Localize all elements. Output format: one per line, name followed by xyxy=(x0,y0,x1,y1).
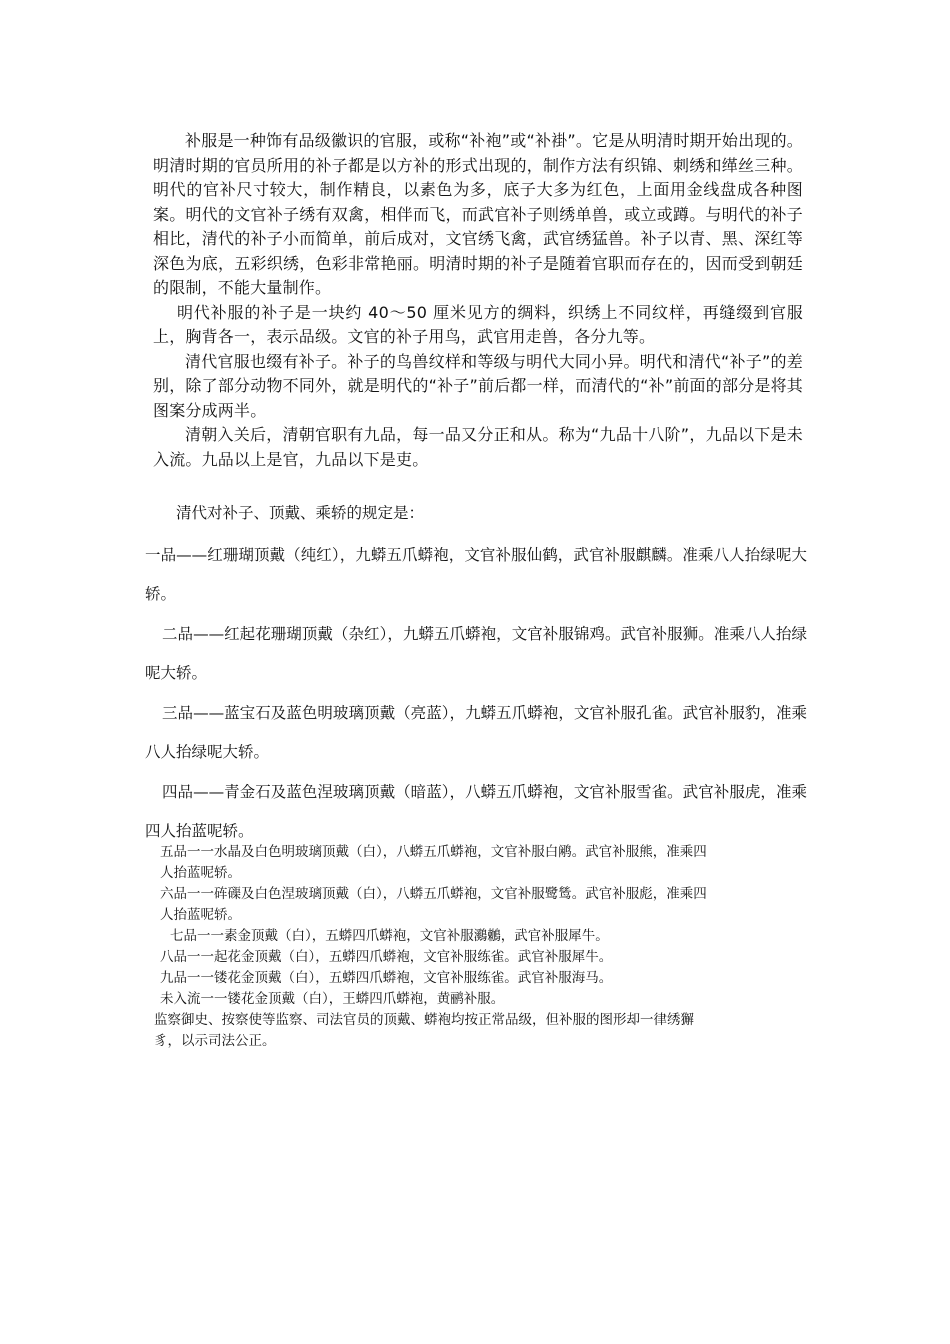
regulations-heading: 清代对补子、顶戴、乘轿的规定是： xyxy=(176,504,425,522)
censors-note: 监察御史、按察使等监察、司法官员的顶戴、蟒袍均按正常品级，但补服的图形却一律绣獬豸，以示司法公正。 xyxy=(154,1012,694,1049)
regulations-section xyxy=(145,494,807,852)
lower-ranks-section xyxy=(148,842,728,1052)
unranked-entry: 未入流一一镂花金顶戴（白），王蟒四爪蟒袍，黄鹂补服。 xyxy=(160,991,505,1007)
intro-paragraph-3: 清代官服也缀有补子。补子的鸟兽纹样和等级与明代大同小异。明代和清代“补子”的差别，除了部分动物不同外，就是明代的“补子”前后都一样，而清代的“补”前面的部分是将其图案分成两半。 xyxy=(153,351,803,420)
intro-paragraph-4: 清朝入关后，清朝官职有九品，每一品又分正和从。称为“九品十八阶”，九品以下是未入流。九品以上是官，九品以下是吏。 xyxy=(153,425,803,469)
rank-6-entry: 六品一一砗磲及白色涅玻璃顶戴（白），八蟒五爪蟒袍，文官补服鹭鸶。武官补服彪，准乘四人抬蓝呢轿。 xyxy=(160,886,707,923)
rank-9-entry: 九品一一镂花金顶戴（白），五蟒四爪蟒袍，文官补服练雀。武官补服海马。 xyxy=(160,970,613,986)
rank-5-entry: 五品一一水晶及白色明玻璃顶戴（白），八蟒五爪蟒袍，文官补服白鹇。武官补服熊，准乘四人抬蓝呢轿。 xyxy=(160,844,707,881)
intro-paragraph-1: 补服是一种饰有品级徽识的官服，或称“补袍”或“补褂”。它是从明清时期开始出现的。明清时期的官员所用的补子都是以方补的形式出现的，制作方法有织锦、刺绣和缂丝三种。明代的官补尺寸较大，制作精良，以素色为多，底子大多为红色，上面用金线盘成各种图案。明代的文官补子绣有双禽，相伴而飞，而武官补子则绣单兽，或立或蹲。与明代的补子相比，清代的补子小而简单，前后成对，文官绣飞禽，武官绣猛兽。补子以青、黑、深红等深色为底，五彩织绣，色彩非常艳丽。明清时期的补子是随着官职而存在的，因而受到朝廷的限制，不能大量制作。 xyxy=(153,131,803,297)
rank-7-entry: 七品一一素金顶戴（白），五蟒四爪蟒袍，文官补服鸂鶒，武官补服犀牛。 xyxy=(170,928,609,944)
rank-8-entry: 八品一一起花金顶戴（白），五蟒四爪蟒袍，文官补服练雀。武官补服犀牛。 xyxy=(160,949,613,965)
intro-section xyxy=(153,129,803,472)
rank-4-entry: 四品——青金石及蓝色涅玻璃顶戴（暗蓝），八蟒五爪蟒袍，文官补服雪雀。武官补服虎，准乘四人抬蓝呢轿。 xyxy=(145,783,807,840)
rank-1-entry: 一品——红珊瑚顶戴（纯红），九蟒五爪蟒袍，文官补服仙鹤，武官补服麒麟。准乘八人抬绿呢大轿。 xyxy=(145,546,807,603)
intro-paragraph-2: 明代补服的补子是一块约 40～50 厘米见方的绸料，织绣上不同纹样，再缝缀到官服上，胸背各一，表示品级。文官的补子用鸟，武官用走兽，各分九等。 xyxy=(153,302,803,346)
rank-3-entry: 三品——蓝宝石及蓝色明玻璃顶戴（亮蓝），九蟒五爪蟒袍，文官补服孔雀。武官补服豹，准乘八人抬绿呢大轿。 xyxy=(145,704,807,761)
rank-2-entry: 二品——红起花珊瑚顶戴（杂红），九蟒五爪蟒袍，文官补服锦鸡。武官补服狮。准乘八人抬绿呢大轿。 xyxy=(145,625,807,682)
